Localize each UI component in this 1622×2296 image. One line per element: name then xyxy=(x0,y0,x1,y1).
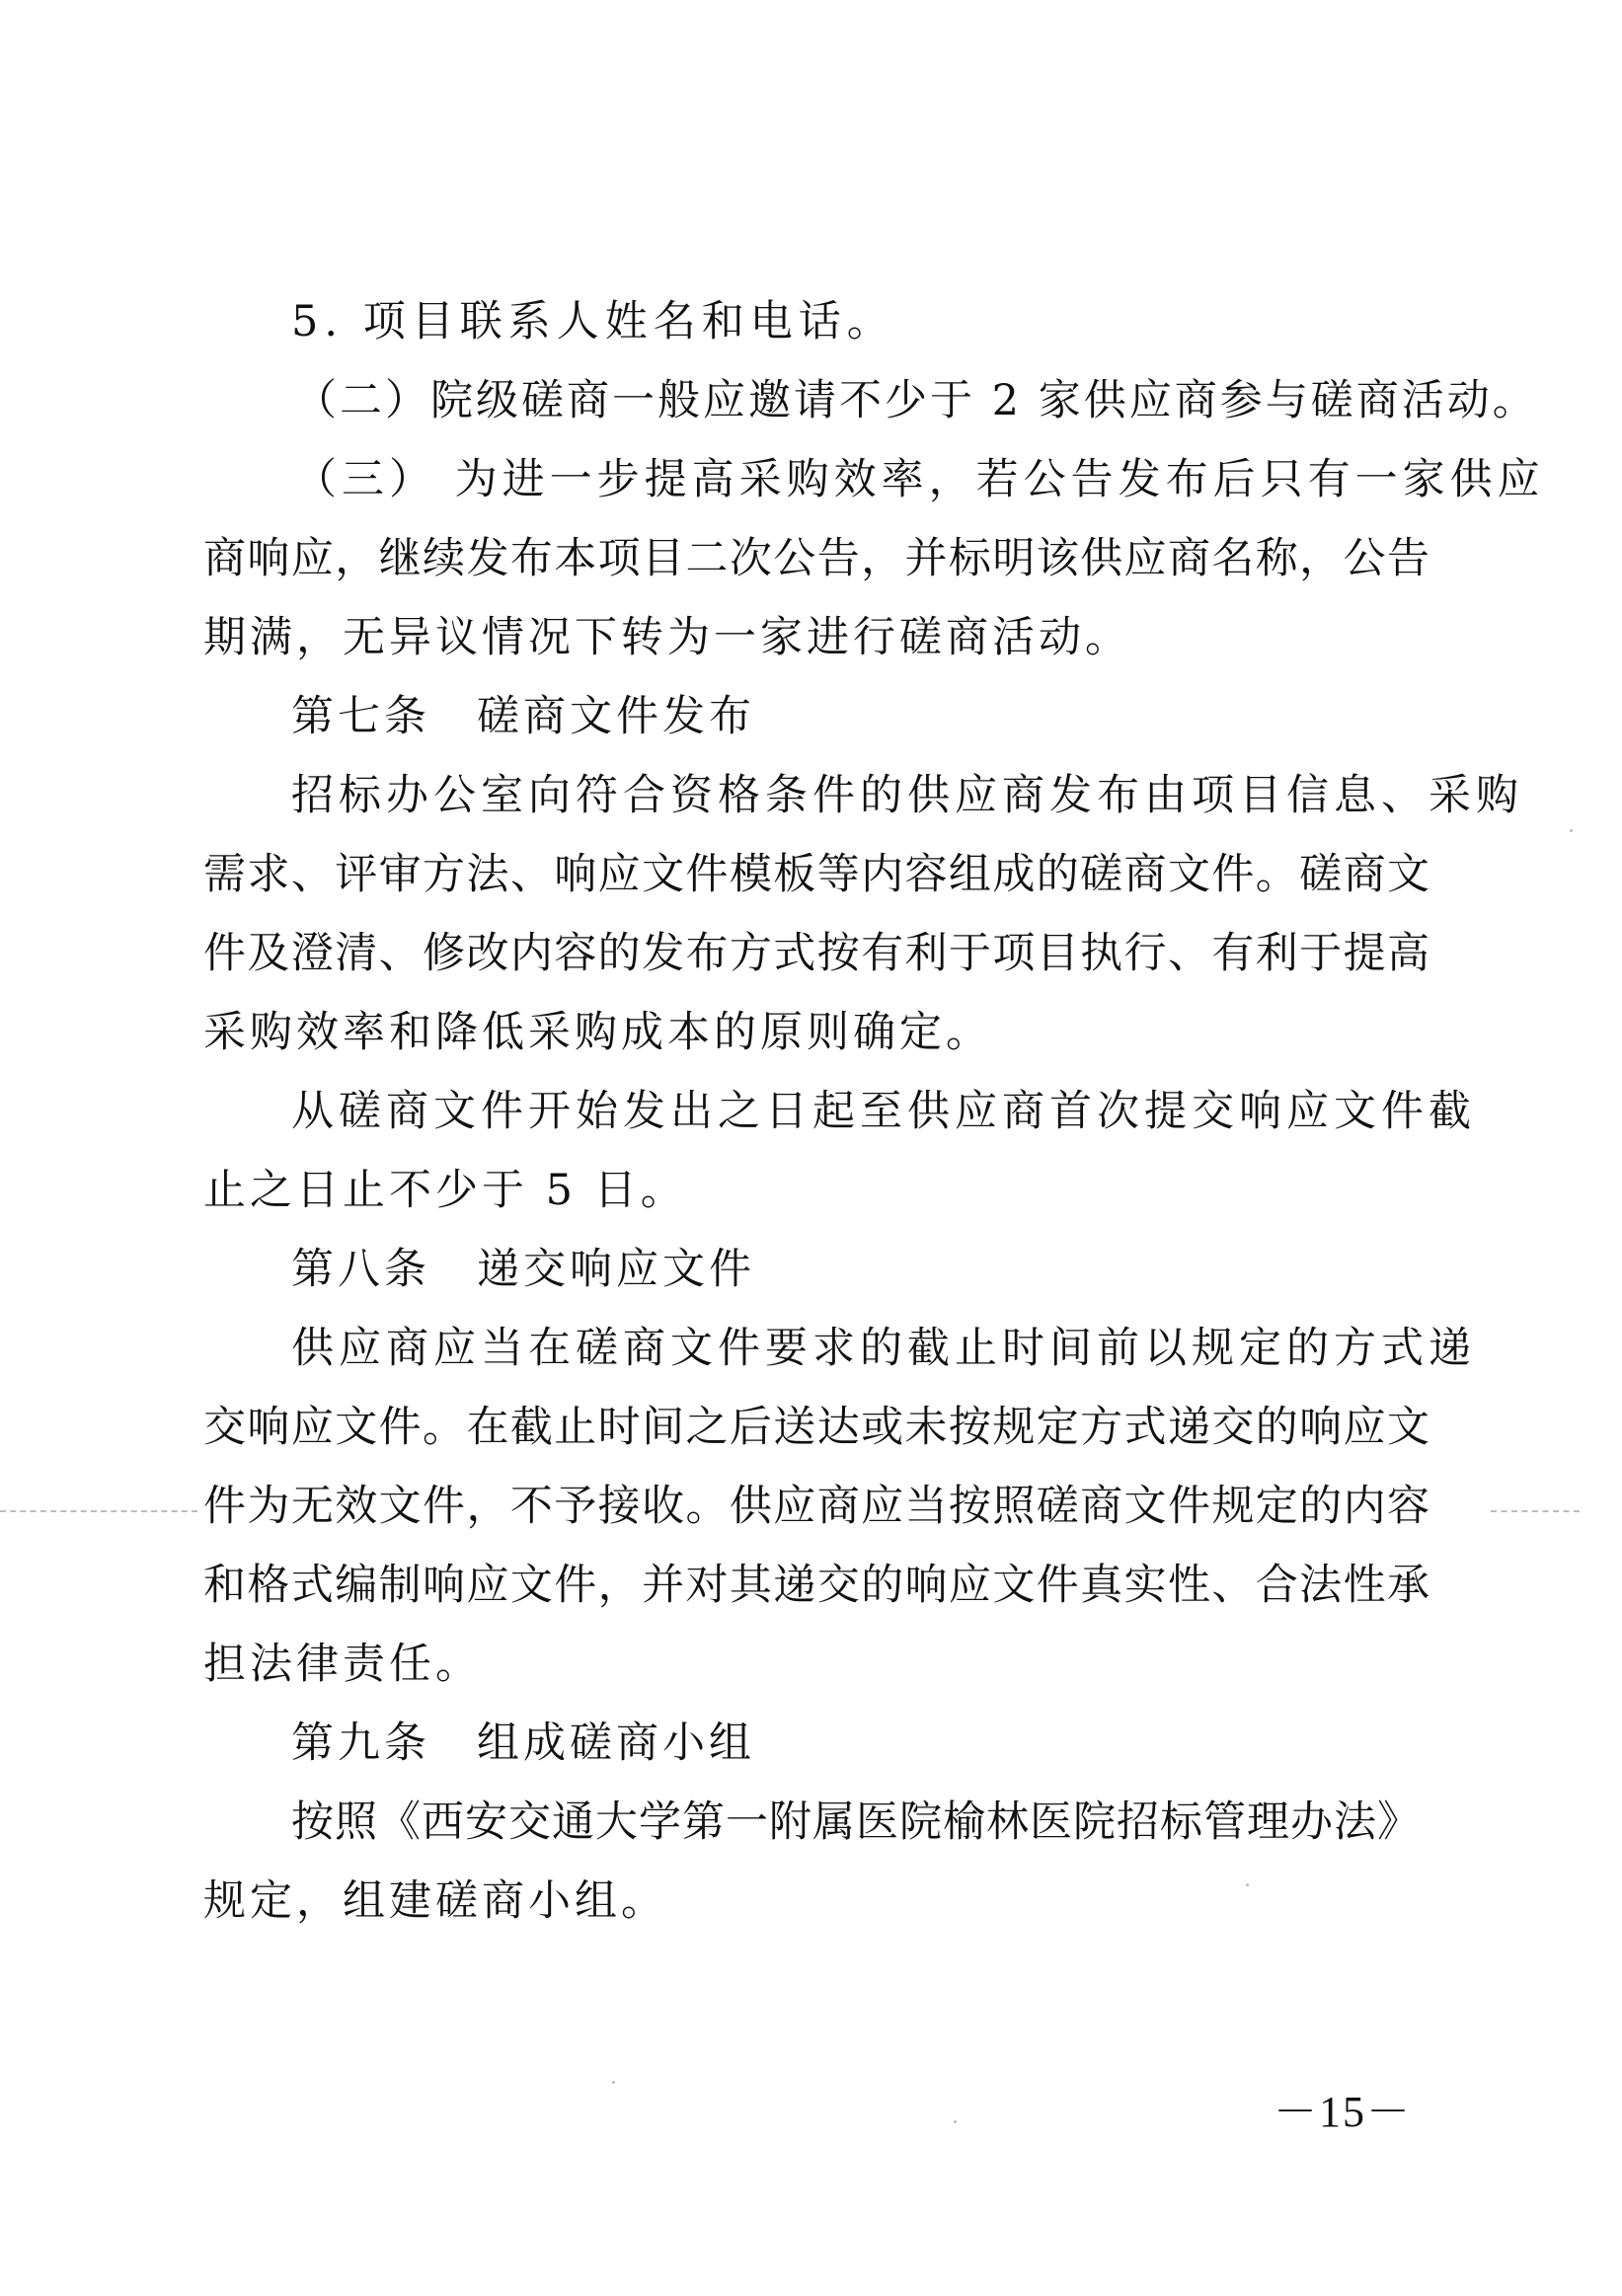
paragraph-efficiency-line-3: 期满，无异议情况下转为一家进行磋商活动。 xyxy=(203,613,1131,662)
scan-speck xyxy=(1246,1883,1249,1886)
article-8-paragraph-line-1: 供应商应当在磋商文件要求的截止时间前以规定的方式递 xyxy=(291,1324,1476,1373)
paragraph-efficiency-line-2: 商响应，继续发布本项目二次公告，并标明该供应商名称，公告 xyxy=(203,534,1429,583)
scan-fold-mark-left xyxy=(0,1510,197,1512)
article-7-paragraph-line-3: 件及澄清、修改内容的发布方式按有利于项目执行、有利于提高 xyxy=(203,929,1429,978)
article-9-paragraph-line-2: 规定，组建磋商小组。 xyxy=(203,1876,667,1926)
scan-speck xyxy=(1570,829,1573,832)
deadline-paragraph-line-1: 从磋商文件开始发出之日起至供应商首次提交响应文件截 xyxy=(291,1087,1476,1136)
paragraph-invite-suppliers: （二）院级磋商一般应邀请不少于 2 家供应商参与磋商活动。 xyxy=(294,376,1538,425)
article-8-paragraph-line-5: 担法律责任。 xyxy=(203,1640,482,1689)
paragraph-efficiency-line-1: （三） 为进一步提高采购效率，若公告发布后只有一家供应 xyxy=(294,455,1545,504)
article-8-paragraph-line-2: 交响应文件。在截止时间之后送达或未按规定方式递交的响应文 xyxy=(203,1403,1429,1452)
article-8-paragraph-line-3: 件为无效文件，不予接收。供应商应当按照磋商文件规定的内容 xyxy=(203,1482,1429,1531)
list-item-contact: 5. 项目联系人姓名和电话。 xyxy=(291,297,895,346)
article-7-paragraph-line-1: 招标办公室向符合资格条件的供应商发布由项目信息、采购 xyxy=(291,771,1523,820)
scan-speck xyxy=(954,2120,957,2123)
article-9-paragraph-line-1: 按照《西安交通大学第一附属医院榆林医院招标管理办法》 xyxy=(291,1798,1421,1847)
scan-fold-mark-right xyxy=(1491,1510,1580,1512)
deadline-paragraph-line-2: 止之日止不少于 5 日。 xyxy=(203,1166,687,1215)
article-8-paragraph-line-4: 和格式编制响应文件，并对其递交的响应文件真实性、合法性承 xyxy=(203,1561,1429,1610)
scan-speck xyxy=(612,2081,615,2084)
page-number: －15－ xyxy=(1274,2088,1412,2136)
article-9-heading: 第九条 组成磋商小组 xyxy=(291,1719,755,1768)
article-7-paragraph-line-2: 需求、评审方法、响应文件模板等内容组成的磋商文件。磋商文 xyxy=(203,850,1429,899)
article-8-heading: 第八条 递交响应文件 xyxy=(291,1245,755,1294)
article-7-paragraph-line-4: 采购效率和降低采购成本的原则确定。 xyxy=(203,1008,992,1057)
article-7-heading: 第七条 磋商文件发布 xyxy=(291,692,755,741)
